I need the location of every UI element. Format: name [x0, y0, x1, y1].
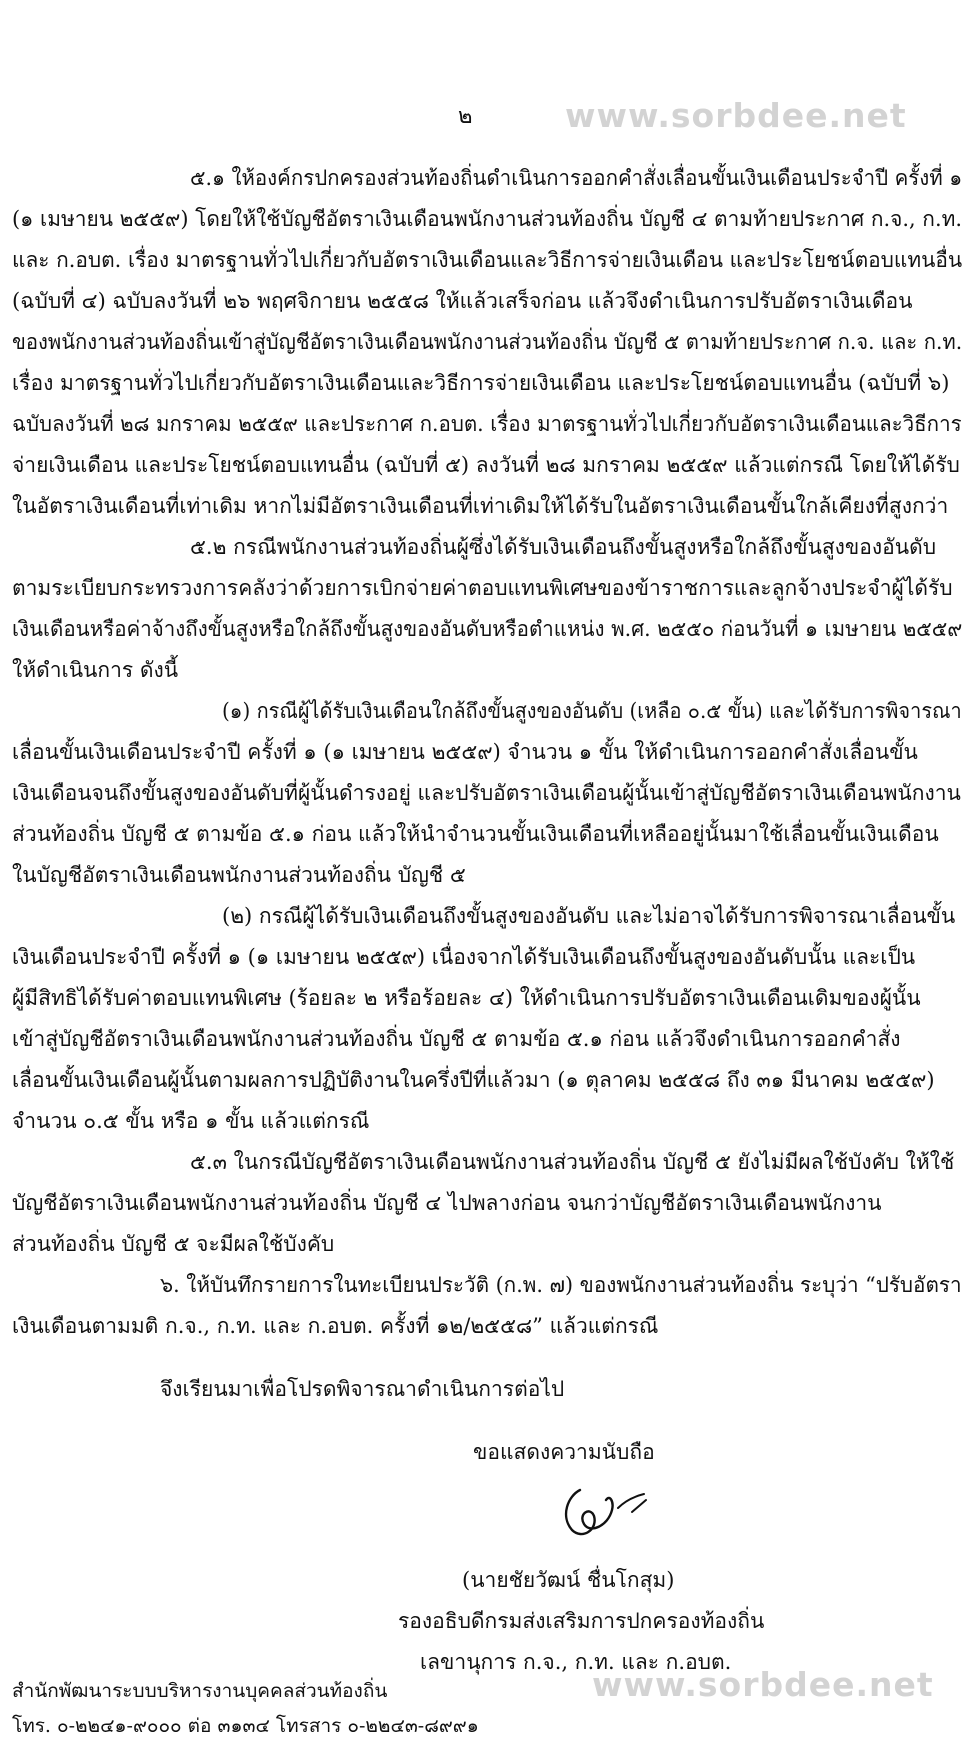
footer-phone: โทร. ๐-๒๒๔๑-๙๐๐๐ ต่อ ๓๑๓๔ โทรสาร ๐-๒๒๔๓-๘๙๙๑: [12, 1715, 479, 1737]
signer-name: (นายชัยวัฒน์ ชื่นโกสุม): [462, 1568, 675, 1592]
p51-line-6: เรื่อง มาตรฐานทั่วไปเกี่ยวกับอัตราเงินเดือนและวิธีการจ่ายเงินเดือน และประโยชน์ตอบแทนอื่น (ฉบับที่ ๖): [12, 371, 950, 395]
p52-1-line-1: (๑) กรณีผู้ได้รับเงินเดือนใกล้ถึงขั้นสูงของอันดับ (เหลือ ๐.๕ ขั้น) และได้รับการพิจารณา: [222, 699, 962, 723]
p52-1-line-3: เงินเดือนจนถึงขั้นสูงของอันดับที่ผู้นั้นดำรงอยู่ และปรับอัตราเงินเดือนผู้นั้นเข้าสู่บัญชีอัตราเงินเดือนพนักงาน: [12, 781, 961, 805]
p53-line-2: บัญชีอัตราเงินเดือนพนักงานส่วนท้องถิ่น บัญชี ๔ ไปพลางก่อน จนกว่าบัญชีอัตราเงินเดือนพนักงาน: [12, 1191, 882, 1215]
p52-2-line-5: เลื่อนขั้นเงินเดือนผู้นั้นตามผลการปฏิบัติงานในครึ่งปีที่แล้วมา (๑ ตุลาคม ๒๕๕๘ ถึง ๓๑ มีนาคม ๒๕๕๙): [12, 1068, 935, 1092]
p51-line-8: จ่ายเงินเดือน และประโยชน์ตอบแทนอื่น (ฉบับที่ ๕) ลงวันที่ ๒๘ มกราคม ๒๕๕๙ แล้วแต่กรณี โดยให้ได้รับ: [12, 453, 960, 477]
p51-line-3: และ ก.อบต. เรื่อง มาตรฐานทั่วไปเกี่ยวกับอัตราเงินเดือนและวิธีการจ่ายเงินเดือน และประโยชน์ตอบแทนอื่น: [12, 248, 963, 272]
p52-line-3: เงินเดือนหรือค่าจ้างถึงขั้นสูงหรือใกล้ถึงขั้นสูงของอันดับหรือตำแหน่ง พ.ศ. ๒๕๕๐ ก่อนวันที่ ๑ เมษายน ๒๕๕๙: [12, 617, 963, 641]
closing-regards: ขอแสดงความนับถือ: [473, 1440, 655, 1464]
p52-2-line-3: ผู้มีสิทธิได้รับค่าตอบแทนพิเศษ (ร้อยละ ๒ หรือร้อยละ ๔) ให้ดำเนินการปรับอัตราเงินเดือนเดิมของผู้นั้น: [12, 986, 921, 1010]
signer-title: รองอธิบดีกรมส่งเสริมการปกครองท้องถิ่น: [398, 1609, 765, 1633]
footer-office: สำนักพัฒนาระบบบริหารงานบุคคลส่วนท้องถิ่น: [12, 1680, 388, 1702]
p52-1-line-5: ในบัญชีอัตราเงินเดือนพนักงานส่วนท้องถิ่น บัญชี ๕: [12, 863, 466, 887]
p6-line-1: ๖. ให้บันทึกรายการในทะเบียนประวัติ (ก.พ. ๗) ของพนักงานส่วนท้องถิ่น ระบุว่า “ปรับอัตรา: [160, 1273, 962, 1297]
p51-line-9: ในอัตราเงินเดือนที่เท่าเดิม หากไม่มีอัตราเงินเดือนที่เท่าเดิมให้ได้รับในอัตราเงินเดือนขั้นใกล้เคียงที่สูงกว่า: [12, 494, 949, 518]
p52-2-line-6: จำนวน ๐.๕ ขั้น หรือ ๑ ขั้น แล้วแต่กรณี: [12, 1109, 370, 1133]
p53-line-1: ๕.๓ ในกรณีบัญชีอัตราเงินเดือนพนักงานส่วนท้องถิ่น บัญชี ๕ ยังไม่มีผลใช้บังคับ ให้ใช้: [190, 1150, 955, 1174]
p52-2-line-2: เงินเดือนประจำปี ครั้งที่ ๑ (๑ เมษายน ๒๕๕๙) เนื่องจากได้รับเงินเดือนถึงขั้นสูงของอันดับนั้น และเป็น: [12, 945, 916, 969]
p53-line-3: ส่วนท้องถิ่น บัญชี ๕ จะมีผลใช้บังคับ: [12, 1232, 335, 1256]
closing-request: จึงเรียนมาเพื่อโปรดพิจารณาดำเนินการต่อไป: [160, 1377, 565, 1401]
p52-1-line-4: ส่วนท้องถิ่น บัญชี ๕ ตามข้อ ๕.๑ ก่อน แล้วให้นำจำนวนขั้นเงินเดือนที่เหลืออยู่นั้นมาใช้เลื่อนขั้นเงินเดือน: [12, 822, 939, 846]
signer-role: เลขานุการ ก.จ., ก.ท. และ ก.อบต.: [420, 1650, 732, 1674]
p52-2-line-1: (๒) กรณีผู้ได้รับเงินเดือนถึงขั้นสูงของอันดับ และไม่อาจได้รับการพิจารณาเลื่อนขั้น: [222, 904, 956, 928]
watermark-top: www.sorbdee.net: [565, 96, 907, 135]
watermark-bottom: www.sorbdee.net: [592, 1665, 934, 1704]
p52-line-2: ตามระเบียบกระทรวงการคลังว่าด้วยการเบิกจ่ายค่าตอบแทนพิเศษของข้าราชการและลูกจ้างประจำผู้ได้รับ: [12, 576, 953, 600]
p52-1-line-2: เลื่อนขั้นเงินเดือนประจำปี ครั้งที่ ๑ (๑ เมษายน ๒๕๕๙) จำนวน ๑ ขั้น ให้ดำเนินการออกคำสั่งเลื่อนขั้น: [12, 740, 918, 764]
p51-line-7: ฉบับลงวันที่ ๒๘ มกราคม ๒๕๕๙ และประกาศ ก.อบต. เรื่อง มาตรฐานทั่วไปเกี่ยวกับอัตราเงินเดือนและวิธีการ: [12, 412, 962, 436]
signature-image: [550, 1478, 660, 1553]
p52-line-4: ให้ดำเนินการ ดังนี้: [12, 658, 179, 682]
p6-line-2: เงินเดือนตามมติ ก.จ., ก.ท. และ ก.อบต. ครั้งที่ ๑๒/๒๕๕๘” แล้วแต่กรณี: [12, 1314, 659, 1338]
p51-line-5: ของพนักงานส่วนท้องถิ่นเข้าสู่บัญชีอัตราเงินเดือนพนักงานส่วนท้องถิ่น บัญชี ๕ ตามท้ายประกาศ ก.จ. และ ก.ท.: [12, 330, 963, 354]
p52-2-line-4: เข้าสู่บัญชีอัตราเงินเดือนพนักงานส่วนท้องถิ่น บัญชี ๕ ตามข้อ ๕.๑ ก่อน แล้วจึงดำเนินการออกคำสั่ง: [12, 1027, 901, 1051]
p51-line-4: (ฉบับที่ ๔) ฉบับลงวันที่ ๒๖ พฤศจิกายน ๒๕๕๘ ให้แล้วเสร็จก่อน แล้วจึงดำเนินการปรับอัตราเงินเดือน: [12, 289, 913, 313]
p51-line-2: (๑ เมษายน ๒๕๕๙) โดยให้ใช้บัญชีอัตราเงินเดือนพนักงานส่วนท้องถิ่น บัญชี ๔ ตามท้ายประกาศ ก.จ., ก.ท.: [12, 207, 963, 231]
page-number: ๒: [458, 104, 473, 129]
p52-line-1: ๕.๒ กรณีพนักงานส่วนท้องถิ่นผู้ซึ่งได้รับเงินเดือนถึงขั้นสูงหรือใกล้ถึงขั้นสูงของอันดับ: [190, 535, 937, 559]
p51-line-1: ๕.๑ ให้องค์กรปกครองส่วนท้องถิ่นดำเนินการออกคำสั่งเลื่อนขั้นเงินเดือนประจำปี ครั้งที่ ๑: [190, 166, 963, 190]
